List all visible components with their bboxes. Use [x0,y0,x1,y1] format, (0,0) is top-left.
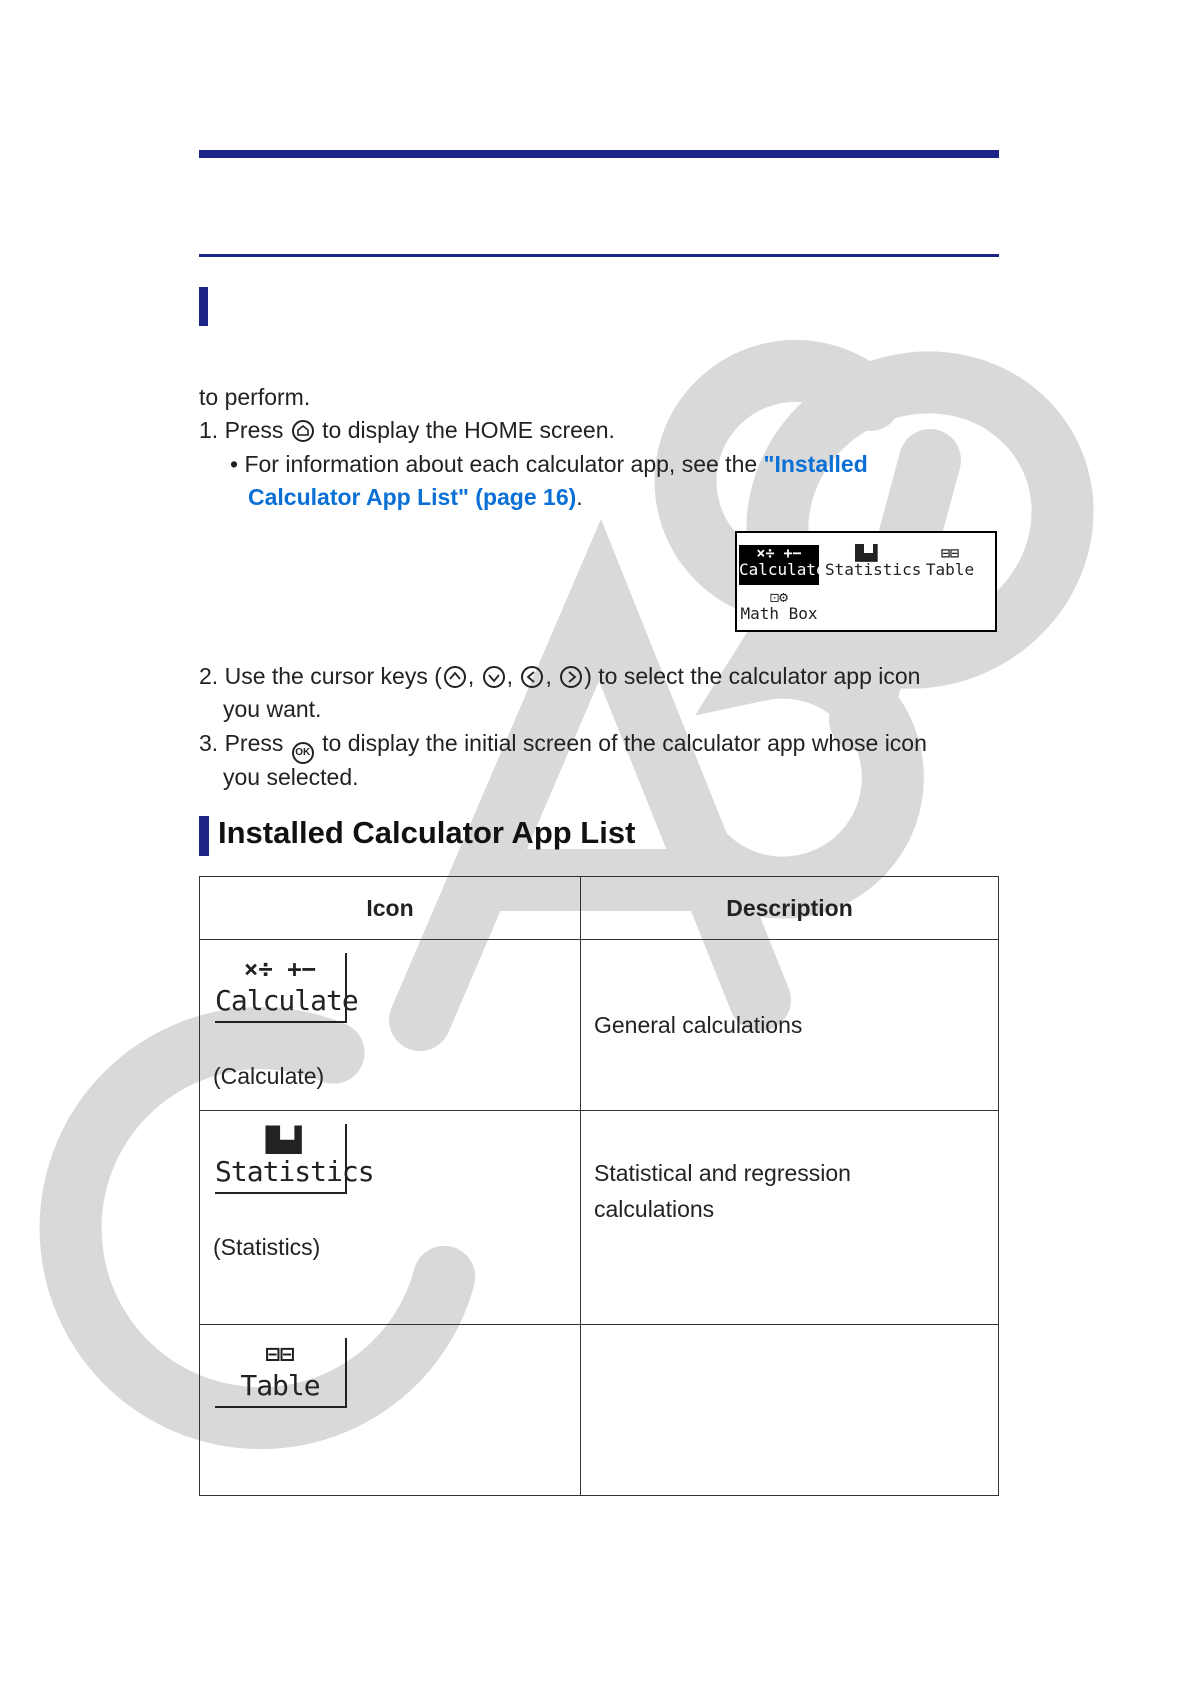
home-app-calculate: ×÷ +− Calculate [739,545,819,585]
calculate-icon: ×÷ +− [756,544,802,562]
column-header-icon: Icon [200,877,581,940]
app-description: General calculations [594,1012,803,1038]
left-key-icon [521,666,543,688]
icon-cell [200,940,581,1111]
heading-marker [199,287,208,326]
bullet-info: • For information about each calculator app, see the "Installed [230,451,868,477]
header-rule-thick [199,150,999,158]
app-name: (Calculate) [213,1063,325,1089]
intro-continuation: to perform. [199,384,311,410]
up-key-icon [444,666,466,688]
app-description: Statistical and regression calculations [594,1160,851,1222]
step-1: 1. Press to display the HOME screen. [199,417,615,443]
app-list-link-continued[interactable]: Calculator App List" (page 16) [248,484,577,510]
icon-cell [200,1325,581,1496]
math-box-icon: ⚀⚙ [769,588,789,606]
app-list-link[interactable]: "Installed [763,451,868,477]
table-header-row [200,877,999,940]
statistics-icon: ▐▙▟ Statistics [215,1124,347,1194]
table-icon: ⊟⊟ [940,544,960,562]
step-3: 3. Press OK to display the initial screen of the calculator app whose icon [199,726,927,764]
section-marker [199,816,209,856]
home-app-statistics: ▐▙▟ Statistics [825,544,922,579]
app-name: (Statistics) [213,1234,321,1260]
table-icon: ⊟⊟ Table [215,1338,347,1408]
table-row [200,1325,999,1496]
description-cell [581,1325,999,1496]
table-row [200,1111,999,1325]
home-key-icon [292,420,314,442]
home-app-math-box: ⚀⚙ Math Box [740,588,818,623]
ok-key-icon: OK [292,742,314,764]
description-cell [581,940,999,1111]
table-row [200,940,999,1111]
home-app-table: ⊟⊟ Table [915,545,985,585]
statistics-icon: ▐▙▟ [850,544,878,562]
home-screen-illustration [735,531,997,632]
section-title: Installed Calculator App List [218,815,636,850]
right-key-icon [560,666,582,688]
step-3-line2: you selected. [223,764,359,790]
bullet-mark: • [230,451,239,477]
down-key-icon [483,666,505,688]
description-cell [581,1111,999,1325]
icon-cell [200,1111,581,1325]
step-2-line2: you want. [223,696,322,722]
column-header-description: Description [581,877,999,940]
bullet-info-line2: Calculator App List" (page 16). [248,484,583,510]
header-rule-thin [199,254,999,257]
calculate-icon: ×÷ +− Calculate [215,953,347,1023]
app-list-table [199,876,999,1496]
step-2: 2. Use the cursor keys ( , , , ) to select the calculator app icon [199,663,921,689]
step-number: 1. [199,417,219,443]
